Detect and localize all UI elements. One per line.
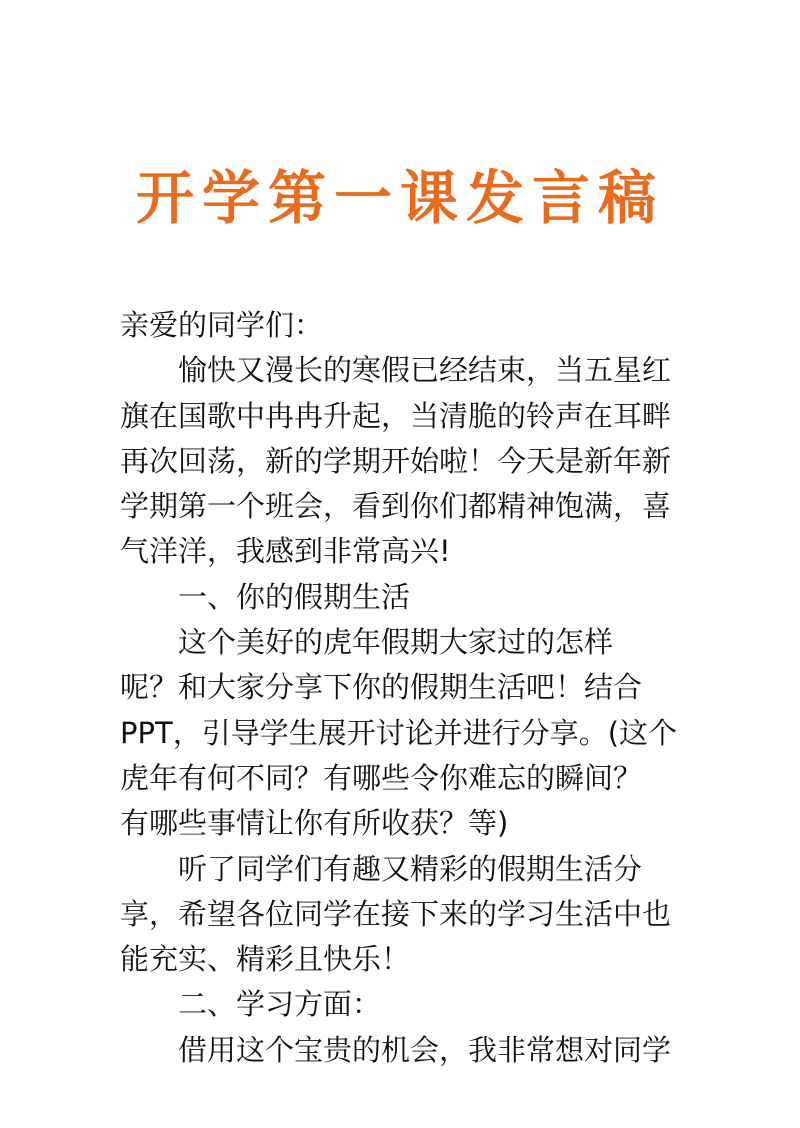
document-body: [120, 303, 682, 1073]
salutation-line: 亲爱的同学们：: [120, 308, 324, 342]
paragraph-line: 旗在国歌中冉冉升起，当清脆的铃声在耳畔: [120, 398, 672, 433]
paragraph-line: 能充实、精彩且快乐！: [120, 942, 411, 977]
paragraph-line: 听了同学们有趣又精彩的假期生活分: [178, 851, 643, 886]
section-heading: 二、学习方面：: [178, 987, 382, 1022]
paragraph-line: 学期第一个班会，看到你们都精神饱满，喜: [120, 489, 672, 524]
document-title: 开学第一课发言稿: [135, 164, 664, 232]
paragraph-line: 呢？和大家分享下你的假期生活吧！结合: [120, 670, 643, 705]
paragraph-line: 愉快又漫长的寒假已经结束，当五星红: [178, 353, 672, 388]
paragraph-line: 气洋洋，我感到非常高兴!: [120, 534, 451, 569]
paragraph-line: 再次回荡，新的学期开始啦！今天是新年新: [120, 443, 672, 478]
paragraph-line: 这个美好的虎年假期大家过的怎样: [178, 625, 614, 660]
paragraph-line: PPT，引导学生展开讨论并进行分享。(这个: [120, 715, 678, 750]
paragraph-line: 借用这个宝贵的机会，我非常想对同学: [178, 1032, 672, 1067]
paragraph-line: 享，希望各位同学在接下来的学习生活中也: [120, 896, 672, 931]
paragraph-line: 虎年有何不同？有哪些令你难忘的瞬间？: [120, 760, 643, 795]
section-heading: 一、你的假期生活: [178, 579, 411, 614]
paragraph-line: 有哪些事情让你有所收获？等): [120, 806, 509, 841]
